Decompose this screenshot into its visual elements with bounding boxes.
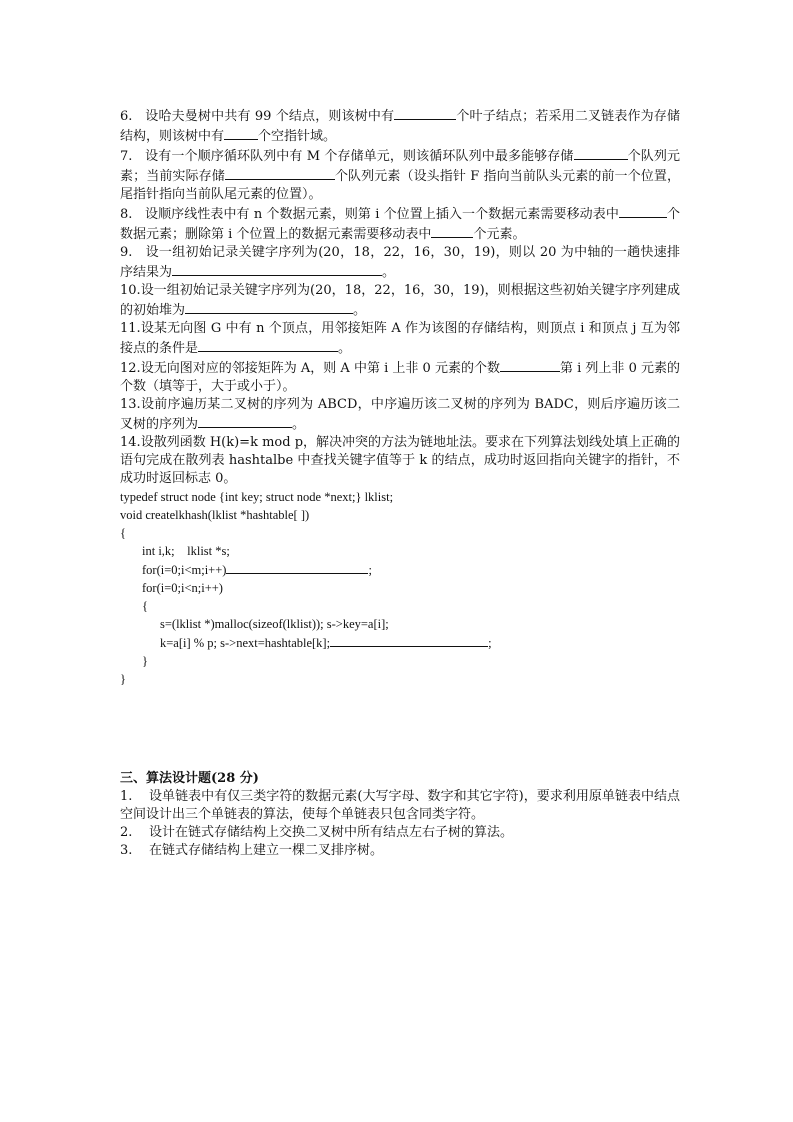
code-line: {	[142, 599, 148, 613]
answer-blank[interactable]	[619, 204, 667, 218]
design-item-1: 1. 设单链表中有仅三类字符的数据元素(大写字母、数字和其它字符)，要求利用原单链表中结点空间设计出三个单链表的算法，使每个单链表只包含同类字符。	[120, 789, 681, 822]
question-number: 6.	[120, 109, 133, 124]
answer-blank[interactable]	[574, 146, 628, 160]
answer-blank[interactable]	[224, 126, 258, 140]
document-page	[120, 106, 680, 860]
section-title: 三、算法设计题(28 分)	[120, 771, 259, 786]
answer-blank[interactable]	[198, 338, 338, 352]
answer-blank[interactable]	[431, 224, 473, 238]
question-6: 6. 设哈夫曼树中共有 99 个结点，则该树中有 个叶子结点；若采用二叉链表作为存储结构，则该树中有 个空指针域。	[120, 106, 680, 146]
answer-blank[interactable]	[172, 262, 382, 276]
code-answer-blank[interactable]	[226, 560, 368, 574]
code-line: }	[120, 672, 126, 686]
answer-blank[interactable]	[185, 300, 353, 314]
design-item-3: 3. 在链式存储结构上建立一棵二叉排序树。	[120, 843, 383, 858]
answer-blank[interactable]	[394, 106, 456, 120]
question-13: 13.设前序遍历某二叉树的序列为 ABCD，中序遍历该二叉树的序列为 BADC，则后序遍历该二叉树的序列为 。	[120, 397, 680, 432]
code-line: void createlkhash(lklist *hashtable[ ])	[120, 508, 310, 522]
code-line: }	[142, 654, 148, 668]
code-block	[120, 488, 680, 688]
code-answer-blank[interactable]	[330, 633, 488, 647]
code-line: {	[120, 526, 126, 540]
vertical-spacer	[120, 688, 680, 770]
question-11: 11.设某无向图 G 中有 n 个顶点，用邻接矩阵 A 作为该图的存储结构，则顶点 i 和顶点 j 互为邻接点的条件是 。	[120, 321, 680, 356]
question-9: 9. 设一组初始记录关键字序列为(20，18，22，16，30，19)，则以 20 为中轴的一趟快速排序结果为 。	[120, 245, 681, 280]
question-7: 7. 设有一个顺序循环队列中有 M 个存储单元，则该循环队列中最多能够存储 个队列元素；当前实际存储 个队列元素（设头指针 F 指向当前队头元素的前一个位置，尾指针指向当前队尾元素的位置）。	[120, 146, 680, 204]
code-line: k=a[i] % p; s->next=hashtable[k]; ;	[120, 633, 680, 652]
question-10: 10.设一组初始记录关键字序列为(20，18，22，16，30，19)，则根据这些初始关键字序列建成的初始堆为 。	[120, 283, 680, 318]
answer-blank[interactable]	[198, 414, 292, 428]
question-12: 12.设无向图对应的邻接矩阵为 A，则 A 中第 i 上非 0 元素的个数 第 i 列上非 0 元素的个数（填等于，大于或小于）。	[120, 358, 680, 396]
question-14: 14.设散列函数 H(k)=k mod p，解决冲突的方法为链地址法。要求在下列算法划线处填上正确的语句完成在散列表 hashtalbe 中查找关键字值等于 k 的结点，成功时返回指向关键字的指针，不成功时返回标志 0。	[120, 435, 681, 486]
answer-blank[interactable]	[225, 166, 335, 180]
question-8: 8. 设顺序线性表中有 n 个数据元素，则第 i 个位置上插入一个数据元素需要移动表中 个数据元素；删除第 i 个位置上的数据元素需要移动表中 个元素。	[120, 204, 680, 244]
code-line: int i,k; lklist *s;	[142, 544, 230, 558]
code-line: typedef struct node {int key; struct node *next;} lklist;	[120, 490, 394, 504]
design-item-2: 2. 设计在链式存储结构上交换二叉树中所有结点左右子树的算法。	[120, 825, 513, 840]
code-line: s=(lklist *)malloc(sizeof(lklist)); s->key=a[i];	[160, 617, 389, 631]
code-line: for(i=0;i<n;i++)	[142, 581, 223, 595]
code-line: for(i=0;i<m;i++) ;	[120, 560, 680, 579]
answer-blank[interactable]	[500, 358, 560, 372]
